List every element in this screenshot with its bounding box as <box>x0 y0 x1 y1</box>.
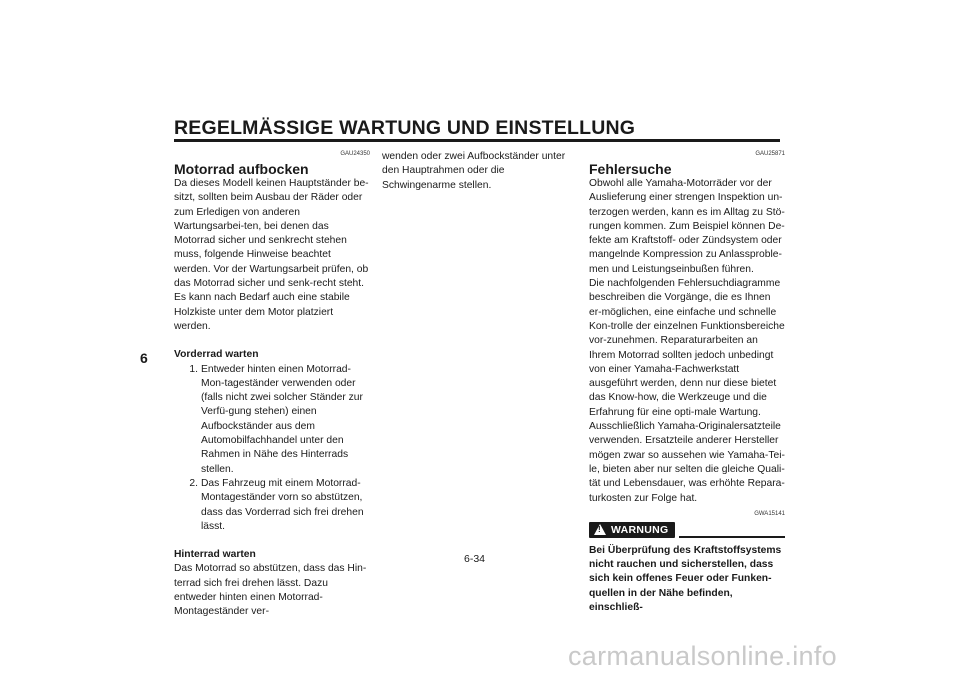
warning-banner <box>589 522 785 538</box>
title-rule <box>174 139 780 142</box>
section-heading-fehlersuche: Fehlersuche <box>589 161 672 177</box>
warning-rule <box>679 536 785 538</box>
troubleshooting-paragraph-2: Die nachfolgenden Fehlersuchdiagramme beschreiben die Vorgänge, die es Ihnen er-möglichen, eine einfache und schnelle Kon-trolle der einzelnen Funktionsbereiche vor-zunehmen. Reparaturarbeiten an Ihrem Motorrad sollten jedoch unbedingt von einer Yamaha-Fachwerkstatt ausgeführt werden, denn nur diese bietet das Know-how, die Werkzeuge und die Erfahrung für eine opti-male Wartung. <box>589 278 785 418</box>
subheading-rear-wheel: Hinterrad warten <box>174 549 256 561</box>
intro-paragraph: Da dieses Modell keinen Hauptständer be-sitzt, sollten beim Ausbau der Räder oder zum Erledigen von anderen Wartungsarbei-ten, bei denen das Motorrad sicher und senkrecht stehen muss, folgende Hinweise beachtet werden. Vor der Wartungsarbeit prüfen, ob das Motorrad sicher und senk-recht steht. Es kann nach Bedarf auch eine stabile Holzkiste unter dem Motor platziert werden. <box>174 178 369 332</box>
step-number: 1. <box>189 363 198 375</box>
page-number: 6-34 <box>464 553 486 565</box>
subheading-front-wheel: Vorderrad warten <box>174 349 259 361</box>
step-text: Entweder hinten einen Motorrad-Mon-tageständer verwenden oder (falls nicht zwei solcher Ständer zur Verfü-gung stehen) einen Aufbockständer aus dem Automobilfachhandel unter den Rahmen in Nähe des Hinterrads stellen. <box>201 363 363 475</box>
page-title: REGELMÄSSIGE WARTUNG UND EINSTELLUNG <box>174 117 636 139</box>
warning-triangle-icon: ! <box>594 524 606 535</box>
warning-code: GWA15141 <box>754 510 785 517</box>
section-code: GAU25871 <box>755 151 785 157</box>
section-heading-aufbocken: Motorrad aufbocken <box>174 161 309 177</box>
watermark: carmanualsonline.info <box>568 641 837 671</box>
warning-label: WARNUNG <box>611 523 669 536</box>
step-number: 2. <box>189 477 198 489</box>
column-left <box>174 150 370 620</box>
column-right <box>589 150 785 615</box>
list-item <box>174 477 370 534</box>
step-text: Das Fahrzeug mit einem Motorrad-Montageständer vorn so abstützen, dass das Vorderrad sich frei drehen lässt. <box>201 477 364 532</box>
chapter-number: 6 <box>140 350 148 366</box>
continued-paragraph: wenden oder zwei Aufbockständer unter den Hauptrahmen oder die Schwingenarme stellen. <box>382 151 566 191</box>
troubleshooting-paragraph-3: Ausschließlich Yamaha-Originalersatzteile verwenden. Ersatzteile anderer Hersteller mögen zwar so aussehen wie Yamaha-Tei-le, bieten aber nur selten die gleiche Quali-tät und Lebensdauer, was erhöhte Repara-turkosten zur Folge hat. <box>589 421 785 504</box>
warning-badge <box>589 522 675 538</box>
front-wheel-steps <box>174 363 370 535</box>
list-item <box>174 363 370 477</box>
rear-wheel-paragraph: Das Motorrad so abstützen, dass das Hin-terrad sich frei drehen lässt. Dazu entweder hinten einen Motorrad-Montageständer ver- <box>174 563 367 618</box>
troubleshooting-paragraph-1: Obwohl alle Yamaha-Motorräder vor der Auslieferung einer strengen Inspektion un-terzogen werden, kann es im Alltag zu Stö-rungen kommen. Zum Beispiel können De-fekte am Kraftstoff- oder Zündsystem oder mangelnde Kompression zu Anlassproble-men und Leistungseinbußen führen. <box>589 178 785 275</box>
column-middle <box>382 150 578 193</box>
section-code: GAU24350 <box>340 151 370 157</box>
warning-text: Bei Überprüfung des Kraftstoffsystems nicht rauchen und sicherstellen, dass sich kein offenes Feuer oder Funken-quellen in der Nähe befinden, einschließ- <box>589 544 782 614</box>
